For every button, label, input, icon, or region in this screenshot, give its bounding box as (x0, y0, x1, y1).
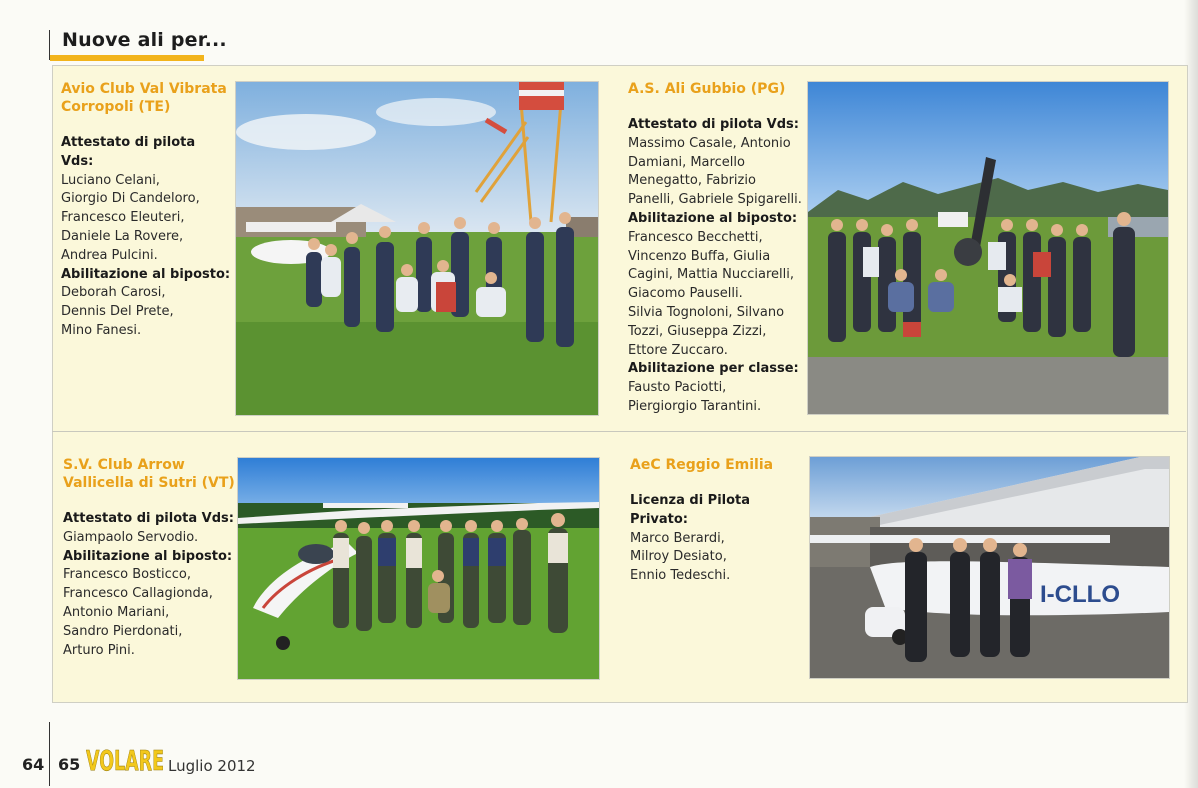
panel-divider (52, 431, 1186, 432)
roster-name: Piergiorgio Tarantini. (628, 398, 762, 414)
roster-name: Ettore Zuccaro. (628, 342, 728, 358)
photo-ali-gubbio-group (807, 81, 1169, 415)
roster-name: Luciano Celani, (61, 172, 160, 188)
roster-name: Silvia Tognoloni, Silvano (628, 304, 785, 320)
roster-name: Andrea Pulcini. (61, 247, 158, 263)
category-label: Abilitazione al biposto: (628, 210, 798, 226)
footer-rule (49, 722, 50, 786)
section-avio-club-val-vibrata (61, 80, 231, 341)
issue-date: Luglio 2012 (168, 757, 256, 775)
roster-name: Dennis Del Prete, (61, 304, 174, 320)
club-name: A.S. Ali Gubbio (PG) (628, 81, 786, 97)
roster (628, 116, 803, 417)
roster-name: Mino Fanesi. (61, 322, 142, 338)
roster-name: Vincenzo Buffa, Giulia (628, 248, 771, 264)
roster-name: Massimo Casale, Antonio (628, 135, 791, 151)
roster-name: Deborah Carosi, (61, 285, 166, 301)
roster (63, 510, 235, 660)
category-label: Abilitazione al biposto: (61, 266, 231, 282)
category-label: Attestato di pilota Vds: (63, 511, 234, 526)
magazine-name: VOLARE (86, 744, 164, 775)
roster-name: Panelli, Gabriele Spigarelli. (628, 192, 802, 208)
category-label: Licenza di Pilota Privato: (630, 493, 751, 527)
roster-name: Damiani, Marcello (628, 154, 745, 170)
aircraft-registration: I-CLLO (1040, 581, 1120, 608)
roster-name: Tozzi, Giuseppa Zizzi, (628, 323, 767, 339)
roster-name: Sandro Pierdonati, (63, 623, 183, 639)
roster (61, 134, 231, 341)
page-title: Nuove ali per... (62, 29, 227, 51)
club-name: Avio Club Val Vibrata Corropoli (TE) (61, 81, 227, 115)
roster-name: Antonio Mariani, (63, 604, 170, 620)
section-aec-reggio-emilia (630, 456, 805, 586)
club-name: AeC Reggio Emilia (630, 457, 774, 473)
roster-name: Milroy Desiato, (630, 549, 727, 565)
roster-name: Giampaolo Servodio. (63, 529, 199, 545)
club-name: S.V. Club Arrow Vallicella di Sutri (VT) (63, 457, 235, 491)
volare-logo (86, 741, 166, 775)
roster-name: Francesco Eleuteri, (61, 210, 185, 226)
roster-name: Menegatto, Fabrizio (628, 173, 756, 189)
roster-name: Cagini, Mattia Nucciarelli, (628, 267, 794, 283)
roster-name: Arturo Pini. (63, 642, 135, 658)
roster-name: Francesco Becchetti, (628, 229, 763, 245)
photo-reggio-emilia-group (809, 456, 1170, 679)
roster-name: Marco Berardi, (630, 530, 725, 546)
page-number-left: 64 (22, 755, 45, 774)
section-sv-club-arrow (63, 456, 235, 660)
roster-name: Fausto Paciotti, (628, 380, 727, 396)
photo-avio-club-group (235, 81, 599, 416)
roster-name: Francesco Callagionda, (63, 586, 213, 602)
page-number-right: 65 (58, 755, 81, 774)
category-label: Attestato di pilota Vds: (628, 117, 799, 132)
roster-name: Giacomo Pauselli. (628, 286, 743, 302)
category-label: Abilitazione per classe: (628, 361, 799, 377)
roster-name: Ennio Tedeschi. (630, 568, 731, 584)
section-ali-gubbio (628, 80, 803, 417)
category-label: Abilitazione al biposto: (63, 548, 233, 564)
photo-sv-club-arrow-group (237, 457, 600, 680)
roster (630, 492, 805, 586)
roster-name: Francesco Bosticco, (63, 567, 191, 583)
title-accent-bar (50, 55, 204, 61)
roster-name: Giorgio Di Candeloro, (61, 191, 200, 207)
category-label: Attestato di pilota Vds: (61, 135, 196, 169)
roster-name: Daniele La Rovere, (61, 228, 184, 244)
